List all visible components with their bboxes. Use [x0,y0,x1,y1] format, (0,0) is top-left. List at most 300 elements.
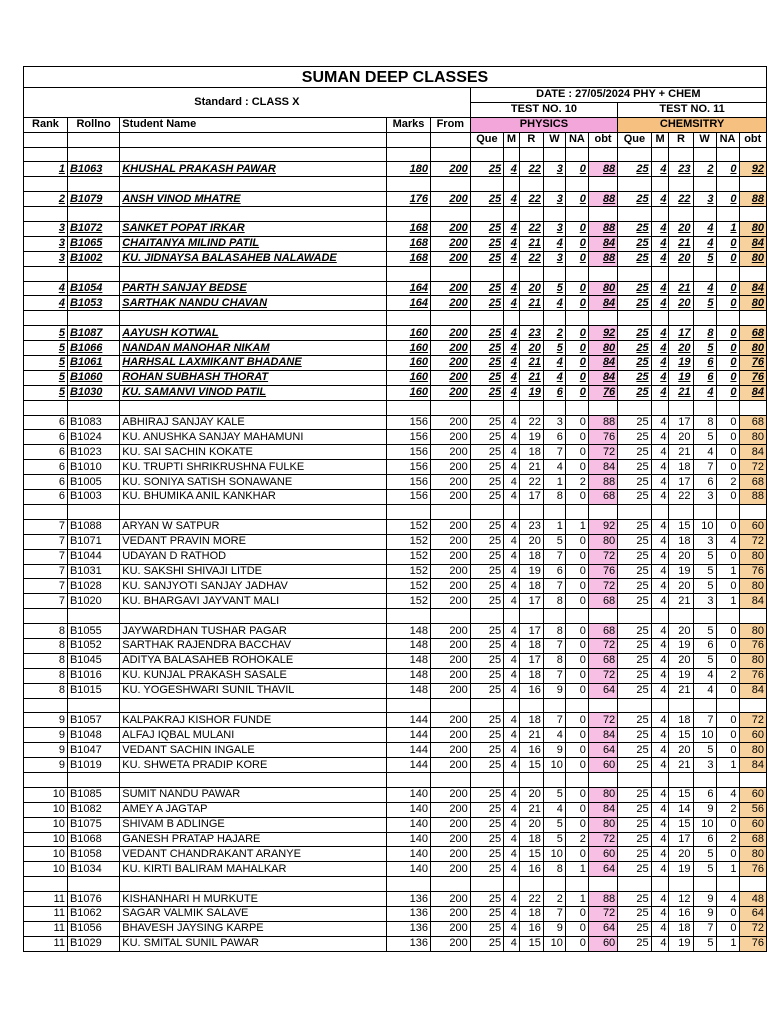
cell-obt: 80 [739,549,766,564]
table-row [24,192,767,207]
cell-na: 0 [716,906,739,921]
cell-w: 4 [543,296,565,311]
page-title: SUMAN DEEP CLASSES [24,67,767,88]
cell-w: 5 [693,862,716,877]
cell-m: 4 [651,728,669,743]
cell-que: 25 [618,475,651,490]
cell-rollno: B1072 [67,222,119,237]
cell-rollno: B1079 [67,192,119,207]
cell-rank: 6 [24,475,68,490]
cell-que: 25 [618,519,651,534]
table-row [24,743,767,758]
cell-rank: 10 [24,847,68,862]
cell-student-name: AAYUSH KOTWAL [120,326,387,341]
cell-w: 9 [543,921,565,936]
cell-w: 9 [693,906,716,921]
cell-obt: 64 [588,683,617,698]
cell-from: 200 [430,743,470,758]
cell-que: 25 [470,758,503,773]
cell-w: 7 [543,638,565,653]
cell-r: 17 [519,624,543,639]
cell-w: 5 [543,341,565,356]
cell-m: 4 [504,490,520,505]
cell-rank: 5 [24,326,68,341]
cell-na: 4 [716,534,739,549]
table-row [24,326,767,341]
cell-rank: 6 [24,460,68,475]
cell-obt: 88 [588,192,617,207]
cell-que: 25 [618,281,651,296]
cell-from: 200 [430,192,470,207]
cell-obt: 68 [739,326,766,341]
cell-r: 12 [669,892,693,907]
cell-que: 25 [618,758,651,773]
cell-que: 25 [470,906,503,921]
cell-que: 25 [618,162,651,177]
cell-from: 200 [430,936,470,951]
cell-w: 8 [543,594,565,609]
cell-m: 4 [651,460,669,475]
cell-w: 4 [543,236,565,251]
cell-marks: 144 [387,758,431,773]
cell-obt: 76 [739,356,766,371]
cell-na: 0 [565,579,588,594]
cell-from: 200 [430,594,470,609]
cell-rank: 9 [24,743,68,758]
cell-student-name: KU. YOGESHWARI SUNIL THAVIL [120,683,387,698]
table-row [24,892,767,907]
cell-na: 2 [716,475,739,490]
cell-rollno: B1075 [67,817,119,832]
cell-r: 16 [519,743,543,758]
cell-na: 0 [716,624,739,639]
cell-que: 25 [470,624,503,639]
cell-m: 4 [504,356,520,371]
col-r: R [519,132,543,147]
cell-que: 25 [618,713,651,728]
cell-obt: 80 [739,341,766,356]
cell-na: 0 [716,192,739,207]
cell-na: 0 [565,385,588,400]
cell-r: 20 [669,222,693,237]
cell-rank: 11 [24,892,68,907]
cell-que: 25 [470,534,503,549]
cell-na: 0 [565,445,588,460]
cell-student-name: ADITYA BALASAHEB ROHOKALE [120,653,387,668]
cell-rank: 5 [24,385,68,400]
cell-obt: 80 [588,341,617,356]
cell-obt: 64 [588,921,617,936]
cell-obt: 88 [739,192,766,207]
cell-obt: 84 [739,445,766,460]
cell-r: 23 [669,162,693,177]
cell-obt: 64 [588,862,617,877]
cell-que: 25 [618,921,651,936]
cell-rollno: B1030 [67,385,119,400]
cell-r: 18 [519,549,543,564]
cell-m: 4 [504,892,520,907]
cell-m: 4 [651,624,669,639]
cell-from: 200 [430,356,470,371]
cell-r: 19 [669,638,693,653]
cell-obt: 72 [739,713,766,728]
cell-marks: 168 [387,251,431,266]
cell-que: 25 [470,519,503,534]
cell-rollno: B1057 [67,713,119,728]
cell-student-name: SHIVAM B ADLINGE [120,817,387,832]
cell-que: 25 [618,802,651,817]
cell-student-name: CHAITANYA MILIND PATIL [120,236,387,251]
cell-rollno: B1087 [67,326,119,341]
cell-obt: 88 [588,892,617,907]
cell-from: 200 [430,445,470,460]
cell-rollno: B1066 [67,341,119,356]
cell-que: 25 [618,624,651,639]
cell-from: 200 [430,460,470,475]
cell-from: 200 [430,326,470,341]
cell-obt: 64 [588,743,617,758]
cell-m: 4 [651,549,669,564]
cell-rank: 9 [24,713,68,728]
cell-obt: 72 [588,713,617,728]
col-que: Que [470,132,503,147]
cell-que: 25 [618,341,651,356]
cell-marks: 140 [387,787,431,802]
col-obt-chem: obt [739,132,766,147]
cell-r: 18 [519,445,543,460]
cell-w: 4 [693,668,716,683]
cell-w: 8 [543,624,565,639]
cell-que: 25 [618,549,651,564]
cell-obt: 68 [588,594,617,609]
cell-m: 4 [651,921,669,936]
cell-na: 0 [565,758,588,773]
cell-na: 1 [565,519,588,534]
cell-rank: 9 [24,728,68,743]
cell-obt: 80 [588,281,617,296]
cell-marks: 164 [387,281,431,296]
col-m-chem: M [651,132,669,147]
cell-rollno: B1015 [67,683,119,698]
cell-obt: 84 [739,281,766,296]
cell-from: 200 [430,817,470,832]
cell-obt: 84 [588,296,617,311]
cell-que: 25 [470,460,503,475]
col-rank: Rank [24,117,68,132]
cell-m: 4 [504,668,520,683]
cell-que: 25 [470,921,503,936]
cell-m: 4 [651,787,669,802]
cell-student-name: KU. KUNJAL PRAKASH SASALE [120,668,387,683]
cell-na: 1 [716,862,739,877]
cell-from: 200 [430,341,470,356]
cell-rank: 7 [24,534,68,549]
table-row [24,638,767,653]
cell-from: 200 [430,296,470,311]
cell-r: 23 [519,519,543,534]
cell-m: 4 [504,475,520,490]
cell-marks: 136 [387,892,431,907]
cell-w: 2 [543,892,565,907]
cell-from: 200 [430,564,470,579]
cell-que: 25 [618,534,651,549]
spacer-row [24,609,767,624]
cell-que: 25 [470,341,503,356]
cell-from: 200 [430,802,470,817]
cell-w: 5 [693,579,716,594]
cell-rank: 10 [24,862,68,877]
cell-w: 7 [543,445,565,460]
cell-que: 25 [618,192,651,207]
table-row [24,222,767,237]
cell-obt: 72 [739,534,766,549]
cell-m: 4 [651,713,669,728]
cell-que: 25 [618,564,651,579]
cell-marks: 160 [387,370,431,385]
cell-m: 4 [504,162,520,177]
cell-que: 25 [618,490,651,505]
cell-m: 4 [504,683,520,698]
cell-m: 4 [504,370,520,385]
spacer-row [24,400,767,415]
cell-w: 5 [543,817,565,832]
cell-r: 17 [519,490,543,505]
table-row [24,430,767,445]
cell-m: 4 [504,936,520,951]
cell-w: 4 [543,802,565,817]
cell-r: 20 [519,817,543,832]
cell-obt: 68 [739,475,766,490]
spacer-row [24,877,767,892]
cell-rollno: B1019 [67,758,119,773]
cell-r: 21 [519,370,543,385]
cell-m: 4 [504,906,520,921]
cell-rollno: B1082 [67,802,119,817]
cell-r: 22 [519,192,543,207]
cell-student-name: UDAYAN D RATHOD [120,549,387,564]
cell-m: 4 [651,534,669,549]
cell-w: 10 [693,728,716,743]
cell-rank: 7 [24,519,68,534]
cell-w: 8 [543,862,565,877]
cell-rank: 10 [24,802,68,817]
cell-rank: 5 [24,341,68,356]
cell-m: 4 [651,743,669,758]
cell-obt: 80 [739,296,766,311]
cell-obt: 88 [588,222,617,237]
cell-na: 0 [716,921,739,936]
cell-rollno: B1054 [67,281,119,296]
cell-marks: 148 [387,653,431,668]
cell-obt: 80 [739,743,766,758]
cell-obt: 84 [739,236,766,251]
cell-que: 25 [470,683,503,698]
cell-obt: 76 [739,668,766,683]
cell-rank: 8 [24,638,68,653]
cell-que: 25 [618,370,651,385]
cell-w: 6 [693,475,716,490]
cell-w: 3 [543,162,565,177]
spacer-row [24,772,767,787]
col-que-chem: Que [618,132,651,147]
cell-que: 25 [618,460,651,475]
cell-w: 4 [543,356,565,371]
cell-na: 0 [716,728,739,743]
cell-from: 200 [430,624,470,639]
cell-obt: 84 [739,683,766,698]
cell-from: 200 [430,847,470,862]
cell-from: 200 [430,906,470,921]
cell-from: 200 [430,832,470,847]
cell-r: 20 [519,534,543,549]
cell-na: 0 [716,296,739,311]
cell-que: 25 [618,787,651,802]
cell-m: 4 [651,653,669,668]
cell-obt: 80 [739,222,766,237]
spacer-row [24,504,767,519]
table-row [24,534,767,549]
cell-student-name: SUMIT NANDU PAWAR [120,787,387,802]
cell-rollno: B1052 [67,638,119,653]
col-obt: obt [588,132,617,147]
cell-na: 0 [565,713,588,728]
cell-w: 1 [543,475,565,490]
cell-rank: 3 [24,222,68,237]
cell-r: 18 [519,832,543,847]
cell-que: 25 [470,222,503,237]
cell-student-name: SANKET POPAT IRKAR [120,222,387,237]
cell-na: 0 [565,653,588,668]
cell-na: 0 [565,728,588,743]
cell-que: 25 [470,192,503,207]
cell-rollno: B1045 [67,653,119,668]
cell-student-name: SAGAR VALMIK SALAVE [120,906,387,921]
cell-marks: 136 [387,921,431,936]
cell-m: 4 [651,758,669,773]
cell-obt: 56 [739,802,766,817]
cell-r: 21 [519,356,543,371]
cell-rollno: B1005 [67,475,119,490]
cell-na: 1 [565,862,588,877]
cell-m: 4 [504,281,520,296]
cell-w: 9 [543,743,565,758]
cell-m: 4 [651,370,669,385]
cell-na: 0 [716,281,739,296]
cell-w: 9 [693,802,716,817]
cell-r: 18 [669,460,693,475]
col-m: M [504,132,520,147]
cell-que: 25 [470,549,503,564]
cell-r: 18 [519,579,543,594]
cell-na: 0 [565,251,588,266]
cell-que: 25 [618,579,651,594]
cell-from: 200 [430,385,470,400]
cell-obt: 80 [739,579,766,594]
cell-w: 5 [693,847,716,862]
col-rollno: Rollno [67,117,119,132]
cell-na: 1 [565,892,588,907]
cell-marks: 140 [387,862,431,877]
cell-m: 4 [504,787,520,802]
cell-w: 6 [693,638,716,653]
cell-r: 16 [669,906,693,921]
cell-student-name: HARHSAL LAXMIKANT BHADANE [120,356,387,371]
cell-obt: 80 [739,430,766,445]
cell-r: 18 [519,668,543,683]
col-w: W [543,132,565,147]
col-na-chem: NA [716,132,739,147]
cell-que: 25 [470,579,503,594]
cell-na: 0 [716,445,739,460]
cell-r: 21 [669,281,693,296]
cell-student-name: SARTHAK NANDU CHAVAN [120,296,387,311]
cell-student-name: KU. SAMANVI VINOD PATIL [120,385,387,400]
cell-que: 25 [618,653,651,668]
cell-na: 0 [716,251,739,266]
table-row [24,921,767,936]
cell-na: 0 [565,341,588,356]
cell-obt: 60 [588,936,617,951]
cell-student-name: KALPAKRAJ KISHOR FUNDE [120,713,387,728]
table-row [24,728,767,743]
col-marks: Marks [387,117,431,132]
cell-obt: 60 [739,817,766,832]
cell-r: 20 [669,743,693,758]
cell-na: 0 [565,192,588,207]
cell-que: 25 [470,490,503,505]
cell-w: 4 [693,222,716,237]
cell-na: 0 [716,236,739,251]
cell-obt: 84 [739,594,766,609]
cell-m: 4 [651,356,669,371]
table-row [24,370,767,385]
cell-na: 4 [716,892,739,907]
cell-obt: 64 [739,906,766,921]
cell-rank: 7 [24,564,68,579]
cell-obt: 72 [588,638,617,653]
cell-obt: 80 [588,787,617,802]
cell-marks: 156 [387,430,431,445]
cell-from: 200 [430,668,470,683]
cell-m: 4 [504,921,520,936]
cell-na: 0 [565,490,588,505]
cell-student-name: PARTH SANJAY BEDSE [120,281,387,296]
cell-na: 2 [716,668,739,683]
cell-r: 22 [669,192,693,207]
cell-m: 4 [651,936,669,951]
cell-que: 25 [470,385,503,400]
cell-from: 200 [430,534,470,549]
cell-from: 200 [430,638,470,653]
cell-m: 4 [651,222,669,237]
cell-na: 2 [565,832,588,847]
cell-rollno: B1076 [67,892,119,907]
cell-que: 25 [618,936,651,951]
cell-m: 4 [504,296,520,311]
cell-r: 17 [669,475,693,490]
cell-na: 0 [565,594,588,609]
cell-obt: 68 [588,653,617,668]
cell-obt: 68 [739,832,766,847]
cell-r: 16 [519,921,543,936]
cell-que: 25 [618,817,651,832]
cell-m: 4 [651,385,669,400]
cell-w: 3 [693,490,716,505]
cell-que: 25 [470,251,503,266]
cell-na: 0 [716,519,739,534]
cell-w: 5 [693,743,716,758]
cell-que: 25 [618,594,651,609]
